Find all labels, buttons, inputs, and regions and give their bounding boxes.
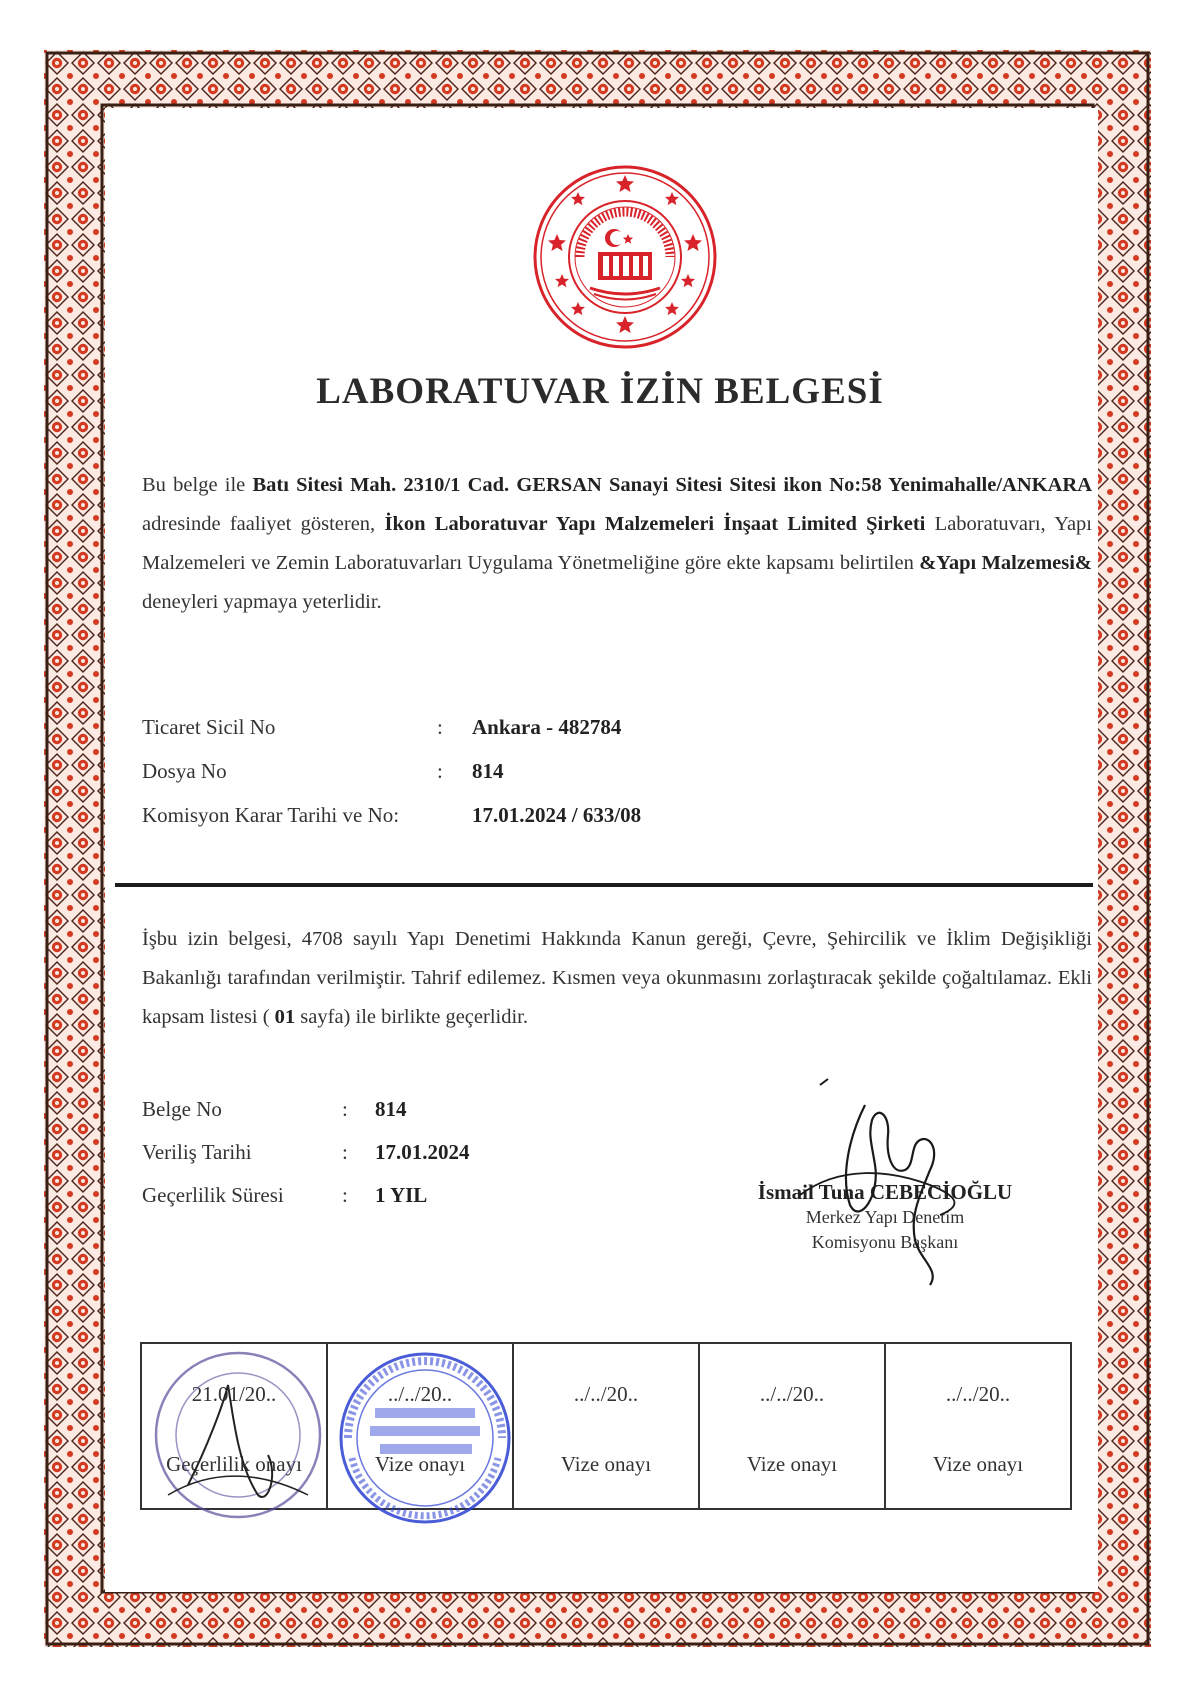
document-title: LABORATUVAR İZİN BELGESİ <box>316 371 884 412</box>
certificate-colon: : <box>342 1097 348 1121</box>
visa-table <box>140 1342 1072 1510</box>
company-name: İkon Laboratuvar Yapı Malzemeleri İnşaat Limited Şirketi <box>384 513 926 535</box>
certificate-colon: : <box>342 1140 348 1164</box>
registry-label: Dosya No <box>142 759 227 783</box>
notice-page-count: 01 <box>274 1006 296 1028</box>
intro-paragraph <box>142 466 1092 622</box>
visa-date: ../../20.. <box>945 1382 1011 1406</box>
certificate-value: 814 <box>375 1097 407 1121</box>
visa-date: ../../20.. <box>573 1382 639 1406</box>
certificate-label: Belge No <box>142 1097 222 1121</box>
registry-colon: : <box>437 759 443 783</box>
notice-text-end: sayfa) ile birlikte geçerlidir. <box>300 1006 528 1028</box>
visa-cell <box>142 1344 328 1508</box>
divider <box>115 883 1093 887</box>
certificate-label: Geçerlilik Süresi <box>142 1183 284 1207</box>
notice-paragraph <box>142 920 1092 1037</box>
intro-text-1: Bu belge ile <box>142 474 253 496</box>
visa-cell <box>328 1344 514 1508</box>
registry-value: Ankara - 482784 <box>472 715 622 739</box>
signer-title-line-2: Komisyonu Başkanı <box>811 1232 959 1252</box>
visa-date: 21.01/20.. <box>191 1382 277 1406</box>
intro-text-2: adresinde faaliyet gösteren, <box>142 513 385 535</box>
registry-value: 814 <box>472 759 504 783</box>
visa-label: Geçerlilik onayı <box>166 1452 302 1476</box>
signer-title-line-1: Merkez Yapı Denetim <box>805 1207 965 1227</box>
intro-text-4: deneyleri yapmaya yeterlidir. <box>142 591 382 613</box>
visa-label: Vize onayı <box>746 1452 838 1476</box>
certificate-label: Veriliş Tarihi <box>142 1140 252 1164</box>
visa-cell <box>886 1344 1070 1508</box>
certificate-colon: : <box>342 1183 348 1207</box>
registry-label: Komisyon Karar Tarihi ve No: <box>142 803 400 827</box>
test-scope: &Yapı Malzemesi& <box>919 552 1093 574</box>
handwritten-signature <box>780 1075 1020 1295</box>
visa-cell <box>514 1344 700 1508</box>
intro-text-3: Laboratuvarı, Yapı Malzemeleri ve Zemin Laboratuvarları Uygulama Yönetmeliğine göre ekte kapsamı belirtilen <box>142 513 1093 574</box>
certificate-value: 1 YIL <box>375 1183 428 1207</box>
signer-name: İsmail Tuna CEBECİOĞLU <box>757 1180 1013 1204</box>
visa-date: ../../20.. <box>387 1382 453 1406</box>
visa-date: ../../20.. <box>759 1382 825 1406</box>
visa-label: Vize onayı <box>374 1452 466 1476</box>
registry-label: Ticaret Sicil No <box>142 715 276 739</box>
visa-cell <box>700 1344 886 1508</box>
registry-value: 17.01.2024 / 633/08 <box>472 803 642 827</box>
notice-text: İşbu izin belgesi, 4708 sayılı Yapı Denetimi Hakkında Kanun gereği, Çevre, Şehircilik ve İklim Değişikliği Bakanlığı tarafından verilmiştir. Tahrif edilemez. Kısmen veya okunmasını zorlaştıracak şekilde çoğaltılamaz. Ekli kapsam listesi ( <box>142 928 1092 1028</box>
visa-label: Vize onayı <box>560 1452 652 1476</box>
lab-address: Batı Sitesi Mah. 2310/1 Cad. GERSAN Sanayi Sitesi Sitesi ikon No:58 Yenimahalle/ANKARA <box>252 474 1093 496</box>
certificate-value: 17.01.2024 <box>375 1140 470 1164</box>
ministry-seal-logo <box>532 164 718 350</box>
registry-colon: : <box>437 715 443 739</box>
visa-label: Vize onayı <box>932 1452 1024 1476</box>
